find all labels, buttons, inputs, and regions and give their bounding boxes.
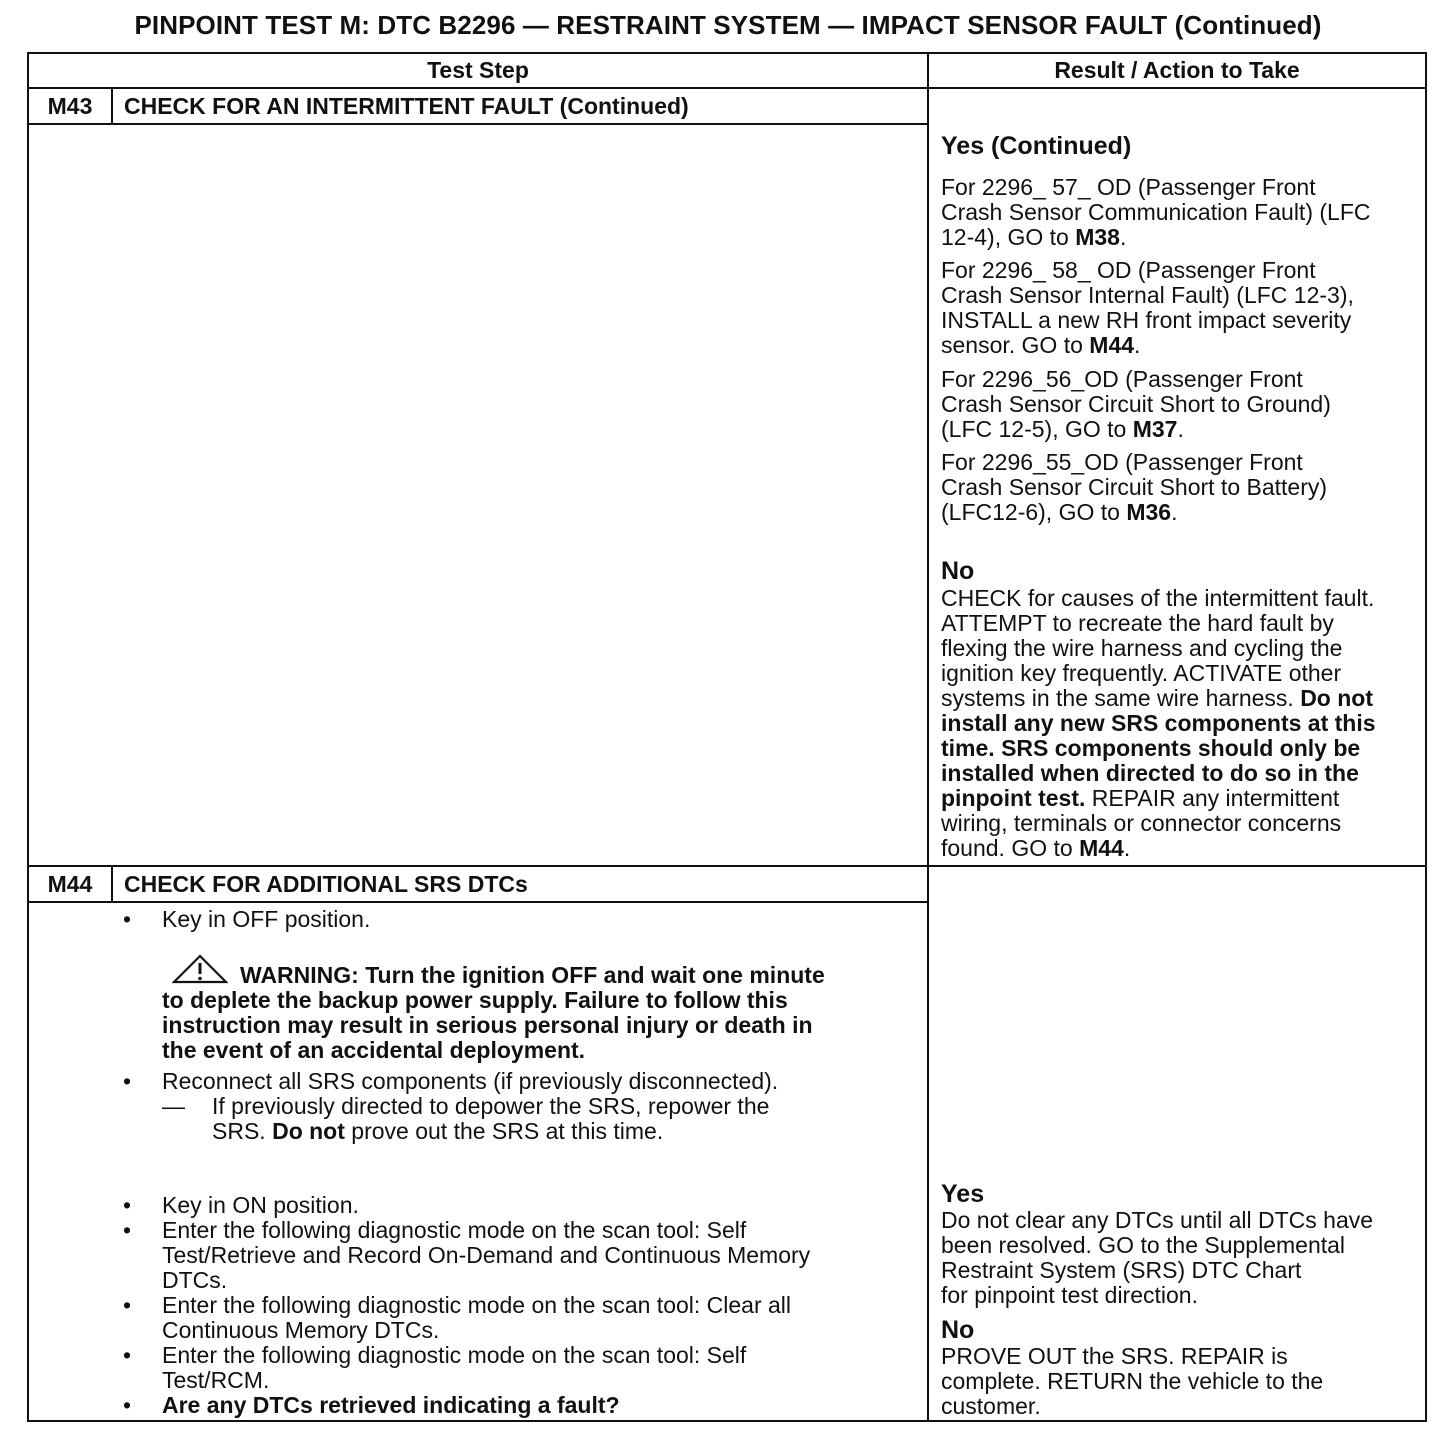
warning-text: WARNING: Turn the ignition OFF and wait one minute to deplete the backup power supply. Failure to follow this instruction may result in serious personal injury or death in the event of an accidental deployment. (162, 962, 825, 1063)
step-key-on: Key in ON position. (162, 1192, 359, 1218)
bullet: • (122, 1292, 132, 1318)
step-mode-self-test-retrieve: Enter the following diagnostic mode on the scan tool: Self Test/Retrieve and Record On-Demand and Continuous Memory DTCs. (162, 1217, 811, 1293)
m43-yes-item-m44: For 2296_ 58_ OD (Passenger Front Crash Sensor Internal Fault) (LFC 12-3), INSTALL a new RH front impact severity sensor. GO to M44. (941, 257, 1354, 358)
bullet: • (122, 1392, 132, 1418)
goto-m44-final: M44 (1079, 835, 1124, 861)
page-title: PINPOINT TEST M: DTC B2296 — RESTRAINT SYSTEM — IMPACT SENSOR FAULT (Continued) (134, 10, 1322, 40)
header-divider (29, 87, 1425, 89)
result-header: Result / Action to Take (1054, 57, 1300, 83)
m43-yes-item-m36: For 2296_55_OD (Passenger Front Crash Sensor Circuit Short to Battery) (LFC12-6), GO to M36. (941, 449, 1328, 525)
pinpoint-test-table (27, 52, 1427, 1422)
dash: — (162, 1093, 185, 1119)
m44-no-text: PROVE OUT the SRS. REPAIR is complete. RETURN the vehicle to the customer. (941, 1343, 1324, 1419)
goto-m44: M44 (1089, 332, 1135, 358)
step-id-m43: M43 (47, 93, 93, 119)
goto-m38: M38 (1075, 224, 1120, 250)
m43-yes-item-m38: For 2296_ 57_ OD (Passenger Front Crash Sensor Communication Fault) (LFC 12-4), GO to M38. (941, 174, 1371, 250)
m43-yes-heading: Yes (Continued) (941, 132, 1132, 160)
bullet: • (122, 1068, 132, 1094)
goto-m37: M37 (1132, 416, 1178, 442)
step-title-m43: CHECK FOR AN INTERMITTENT FAULT (Continued) (124, 93, 689, 119)
m44-yes-text: Do not clear any DTCs until all DTCs have been resolved. GO to the Supplemental Restraint System (SRS) DTC Chart for pinpoint test direction. (941, 1207, 1374, 1308)
m43-no-text: CHECK for causes of the intermittent fault. ATTEMPT to recreate the hard fault by flexing the wire harness and cycling the ignition key frequently. ACTIVATE other systems in the same wire harness. Do not install any new SRS components at this time. SRS components should only be installed when directed to do so in the pinpoint test. REPAIR any intermittent wiring, terminals or connector concerns found. GO to M44. (941, 585, 1376, 861)
step-id-m44: M44 (47, 871, 93, 897)
step-title-m44: CHECK FOR ADDITIONAL SRS DTCs (124, 871, 528, 897)
step-question: Are any DTCs retrieved indicating a fault? (162, 1392, 620, 1418)
goto-m36: M36 (1126, 499, 1172, 525)
column-divider (927, 54, 929, 1420)
m43-no-heading: No (941, 557, 975, 585)
bullet: • (122, 1217, 132, 1243)
m44-yes-heading: Yes (941, 1180, 985, 1208)
step-mode-clear-dtcs: Enter the following diagnostic mode on the scan tool: Clear all Continuous Memory DTCs. (162, 1292, 792, 1343)
step-key-off: Key in OFF position. (162, 906, 371, 932)
m44-title-divider (29, 901, 927, 903)
step-mode-self-test-rcm: Enter the following diagnostic mode on the scan tool: Self Test/RCM. (162, 1342, 747, 1393)
m44-id-divider (111, 867, 113, 903)
bullet: • (122, 906, 132, 932)
step-depower: If previously directed to depower the SRS, repower the SRS. Do not prove out the SRS at this time. (212, 1093, 770, 1144)
test-step-header: Test Step (427, 57, 529, 83)
m44-no-heading: No (941, 1316, 975, 1344)
m43-yes-item-m37: For 2296_56_OD (Passenger Front Crash Sensor Circuit Short to Ground) (LFC 12-5), GO to M37. (941, 366, 1331, 442)
step-reconnect: Reconnect all SRS components (if previously disconnected). (162, 1068, 779, 1094)
m44-divider (29, 865, 1425, 867)
m43-id-divider (111, 89, 113, 125)
bullet: • (122, 1342, 132, 1368)
m43-title-divider (29, 123, 927, 125)
bullet: • (122, 1192, 132, 1218)
